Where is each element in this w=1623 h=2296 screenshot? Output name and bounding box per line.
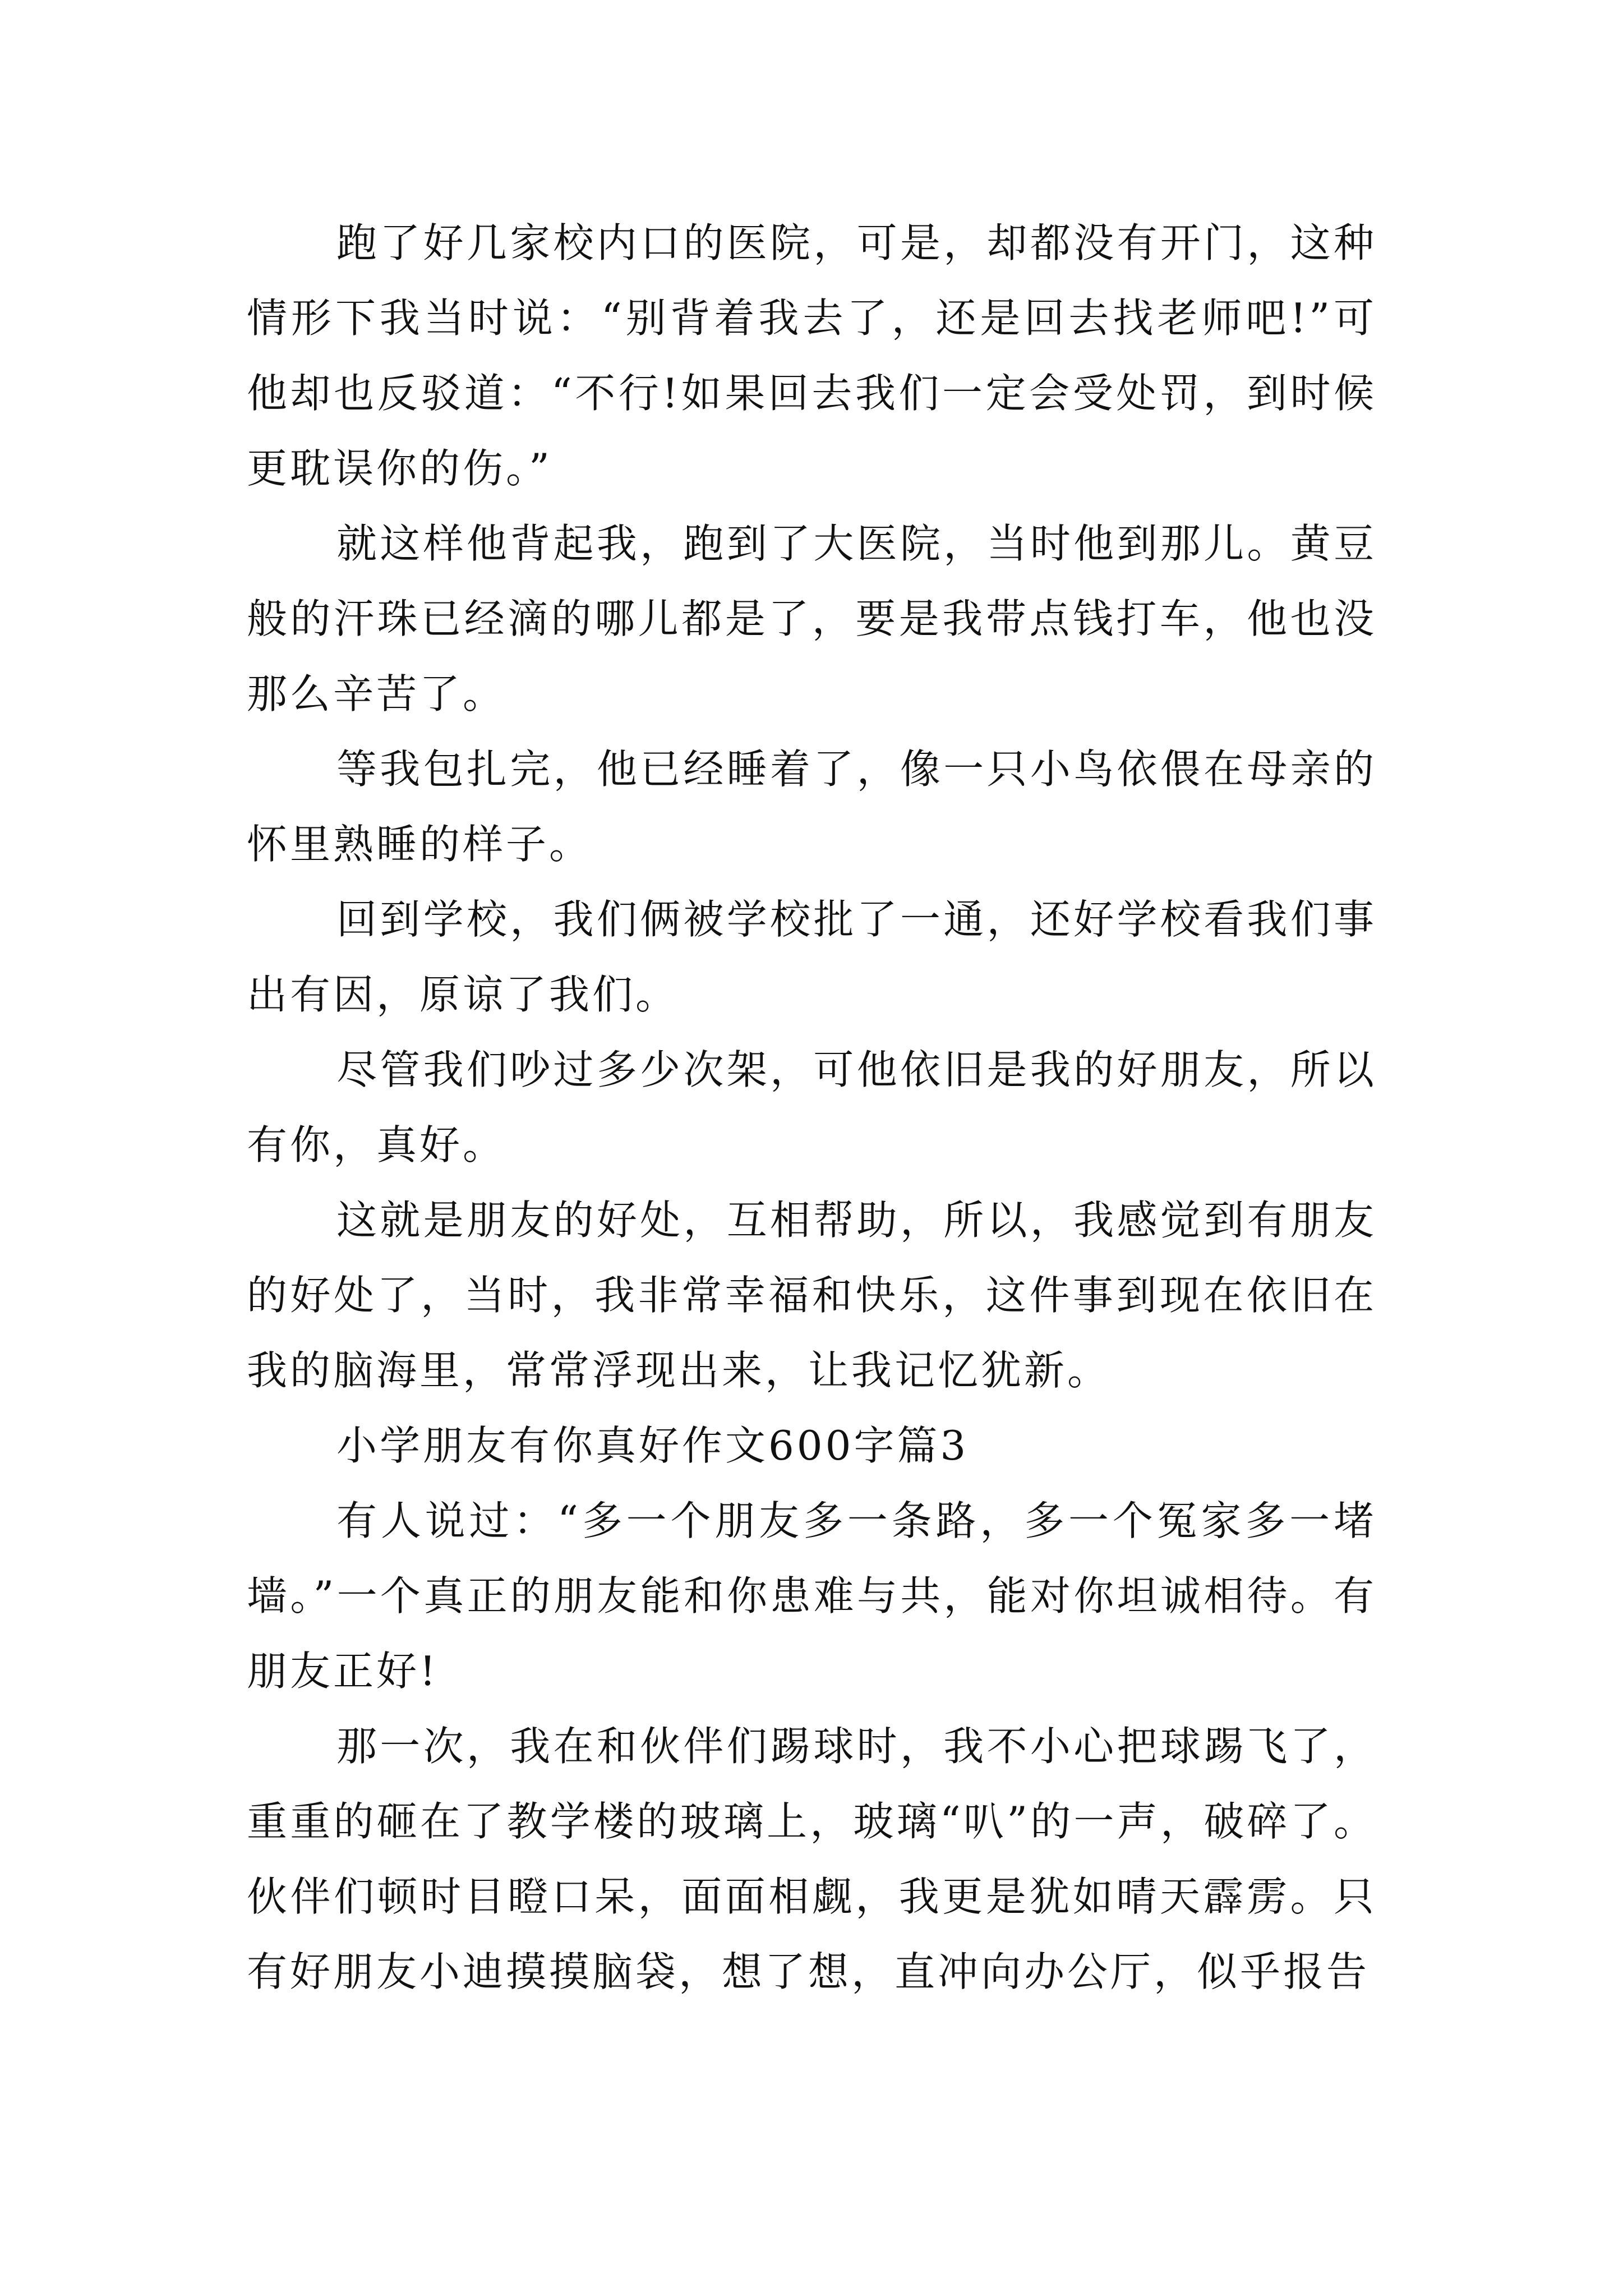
- paragraph-2: 就这样他背起我，跑到了大医院，当时他到那儿。黄豆般的汗珠已经滴的哪儿都是了，要是我带点钱打车，他也没那么辛苦了。: [247, 520, 1377, 717]
- paragraph-3: 等我包扎完，他已经睡着了，像一只小鸟依偎在母亲的怀里熟睡的样子。: [247, 746, 1377, 868]
- paragraph-4: 回到学校，我们俩被学校批了一通，还好学校看我们事出有因，原谅了我们。: [247, 896, 1377, 1018]
- section-heading: 小学朋友有你真好作文600字篇3: [336, 1422, 969, 1469]
- section-paragraph-1: 有人说过：“多一个朋友多一条路，多一个冤家多一堵墙。”一个真正的朋友能和你患难与共，能对你坦诚相待。有朋友正好!: [247, 1497, 1377, 1695]
- document-body: [247, 205, 1377, 2009]
- paragraph-6: 这就是朋友的好处，互相帮助，所以，我感觉到有朋友的好处了，当时，我非常幸福和快乐，这件事到现在依旧在我的脑海里，常常浮现出来，让我记忆犹新。: [247, 1197, 1377, 1394]
- section-paragraph-2: 那一次，我在和伙伴们踢球时，我不小心把球踢飞了，重重的砸在了教学楼的玻璃上，玻璃“叭”的一声，破碎了。伙伴们顿时目瞪口呆，面面相觑，我更是犹如晴天霹雳。只有好朋友小迪摸摸脑袋，想了想，直冲向办公厅，似乎报告: [247, 1723, 1377, 1995]
- paragraph-1: 跑了好几家校内口的医院，可是，却都没有开门，这种情形下我当时说：“别背着我去了，还是回去找老师吧!”可他却也反驳道：“不行!如果回去我们一定会受处罚，到时候更耽误你的伤。”: [247, 219, 1377, 492]
- paragraph-5: 尽管我们吵过多少次架，可他依旧是我的好朋友，所以有你，真好。: [247, 1046, 1377, 1168]
